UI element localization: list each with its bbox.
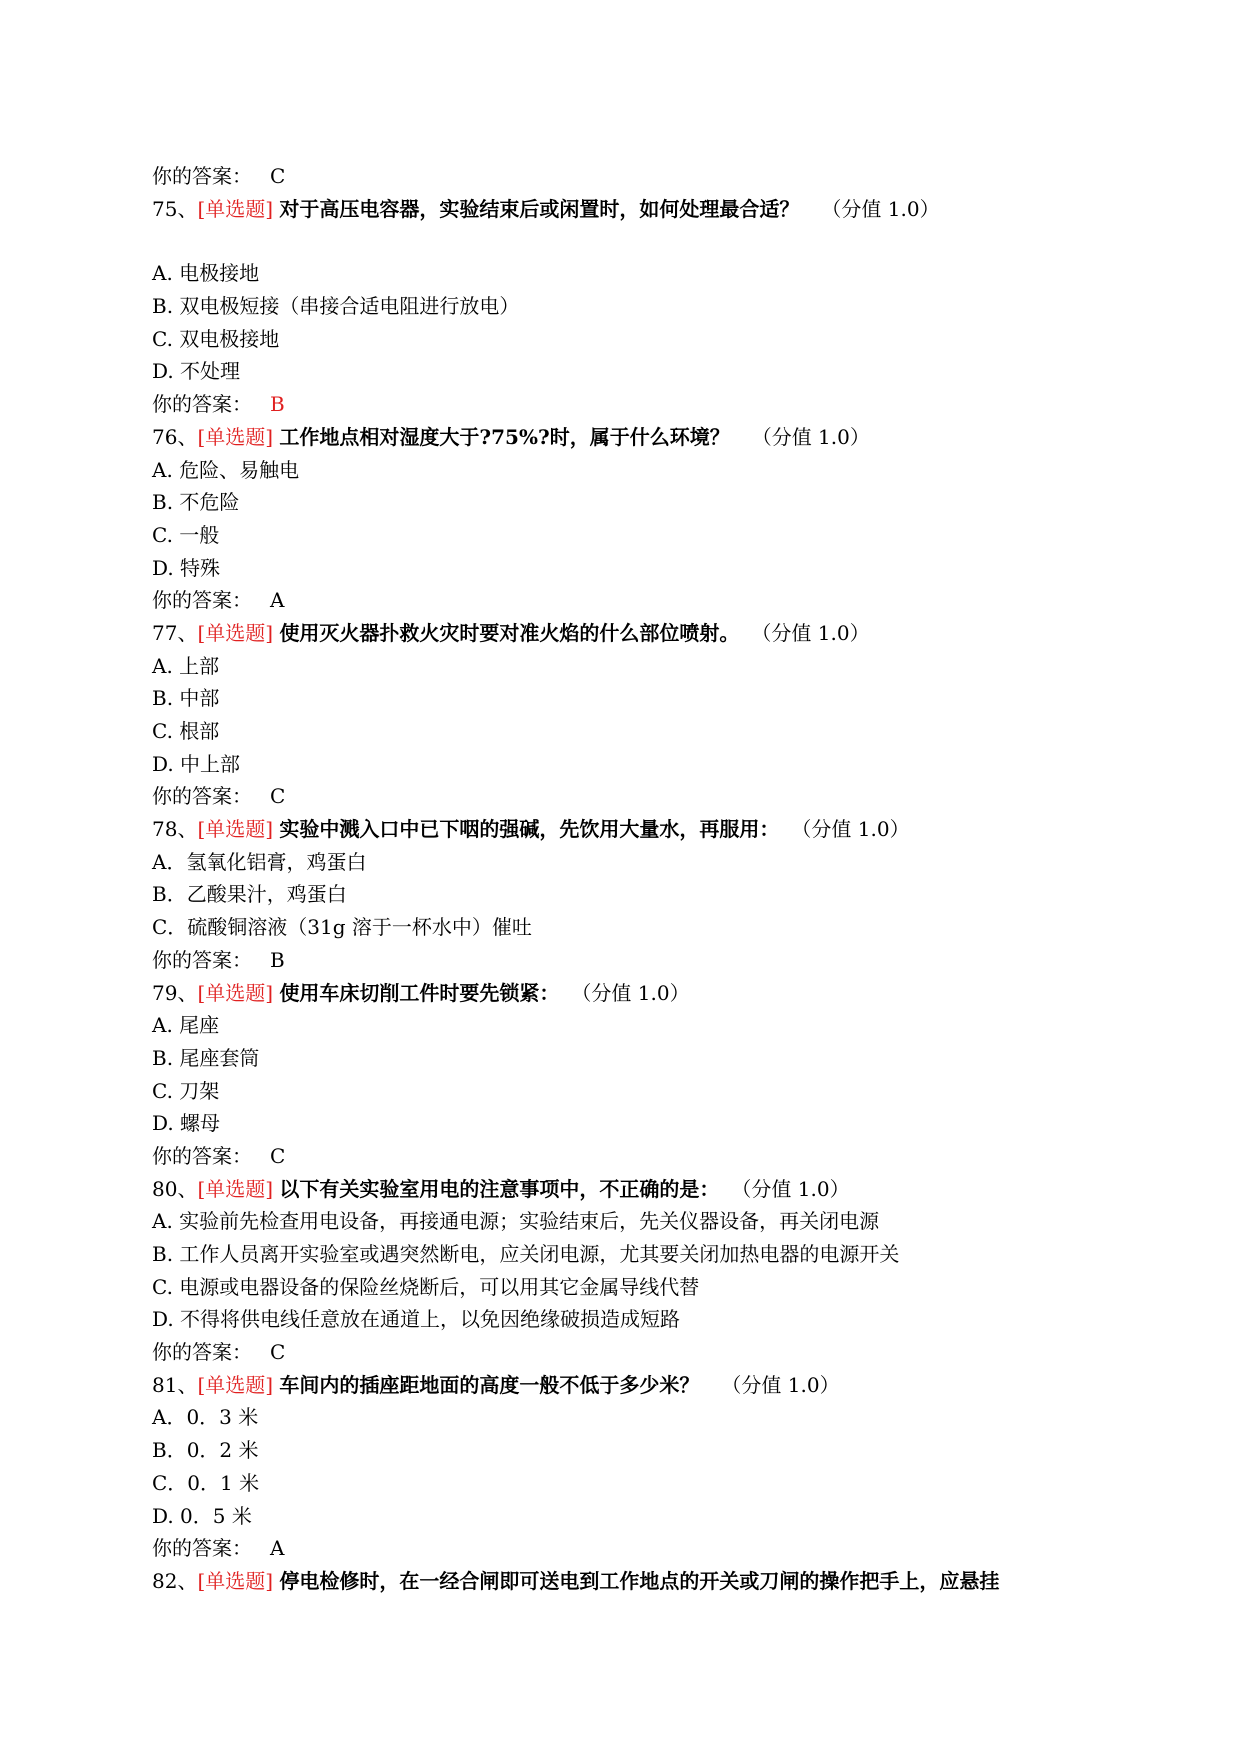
answer-option: C. 双电极接地 [152, 326, 280, 351]
answer-option: A. 危险、易触电 [152, 457, 300, 482]
question-type: [单选题] [197, 424, 274, 449]
question-score: （分值 1.0） [721, 1372, 840, 1397]
question-header [152, 813, 1102, 846]
quiz-page [152, 160, 1102, 1598]
answer-option: C．硫酸铜溶液（31g 溶于一杯水中）催吐 [152, 915, 532, 940]
answer-label: 你的答案： [152, 588, 252, 613]
answer-line [152, 780, 1102, 813]
question-type: [单选题] [197, 980, 274, 1005]
answer-option: C．0．1 米 [152, 1470, 260, 1495]
question-number: 79、 [152, 980, 198, 1005]
answer-option: C. 一般 [152, 522, 220, 547]
question-stem: 车间内的插座距地面的高度一般不低于多少米？ [279, 1372, 700, 1397]
question-type: [单选题] [197, 196, 274, 221]
answer-option: A. 电极接地 [152, 261, 260, 286]
answer-option: A. 尾座 [152, 1013, 220, 1038]
answer-value: B [270, 947, 285, 972]
answer-value: A [270, 1536, 285, 1561]
answer-option: B. 中部 [152, 686, 220, 711]
answer-value: B [270, 392, 285, 417]
question-score: （分值 1.0） [741, 1176, 850, 1201]
question-score: （分值 1.0） [821, 196, 940, 221]
answer-label: 你的答案： [152, 1340, 252, 1365]
answer-value: A [270, 588, 285, 613]
question-score: （分值 1.0） [761, 620, 870, 645]
answer-option: B．0．2 米 [152, 1438, 259, 1463]
answer-option: D. 螺母 [152, 1111, 221, 1136]
question-stem: 使用灭火器扑救火灾时要对准火焰的什么部位喷射。 [279, 620, 740, 645]
question-header [152, 421, 1102, 454]
question-type: [单选题] [197, 620, 274, 645]
question-stem: 以下有关实验室用电的注意事项中，不正确的是： [279, 1176, 720, 1201]
answer-option: A．0．3 米 [152, 1405, 259, 1430]
question-type: [单选题] [197, 1568, 274, 1593]
question-header [152, 617, 1102, 650]
answer-label: 你的答案： [152, 164, 252, 188]
answer-line [152, 1140, 1102, 1173]
answer-option: B. 不危险 [152, 490, 240, 515]
answer-value: C [270, 1340, 286, 1365]
answer-label: 你的答案： [152, 1536, 252, 1561]
answer-option: B．乙酸果汁，鸡蛋白 [152, 882, 347, 907]
answer-line [152, 1336, 1102, 1369]
question-stem: 对于高压电容器，实验结束后或闲置时，如何处理最合适？ [279, 196, 800, 221]
answer-label: 你的答案： [152, 947, 252, 972]
question-stem: 使用车床切削工件时要先锁紧： [279, 980, 560, 1005]
question-type: [单选题] [197, 1176, 274, 1201]
answer-value: C [270, 1143, 286, 1168]
question-number: 80、 [152, 1176, 198, 1201]
answer-option: A. 上部 [152, 653, 220, 678]
question-number: 81、 [152, 1372, 198, 1397]
answer-option: D. 特殊 [152, 555, 221, 580]
question-list [152, 193, 1102, 1598]
answer-option: B. 双电极短接（串接合适电阻进行放电） [152, 294, 520, 319]
answer-option: C. 根部 [152, 719, 220, 743]
answer-option: B. 工作人员离开实验室或遇突然断电，应关闭电源，尤其要关闭加热电器的电源开关 [152, 1242, 900, 1266]
answer-label: 你的答案： [152, 392, 252, 417]
answer-option: D. 不得将供电线任意放在通道上，以免因绝缘破损造成短路 [152, 1307, 681, 1332]
answer-line [152, 944, 1102, 977]
answer-option: D. 0．5 米 [152, 1503, 252, 1528]
question-header [152, 193, 1102, 226]
question-header [152, 977, 1102, 1010]
answer-label: 你的答案： [152, 1143, 252, 1168]
question-header [152, 1173, 1102, 1206]
answer-value: C [270, 784, 286, 809]
question-header [152, 1565, 1102, 1598]
question-number: 82、 [152, 1568, 198, 1593]
answer-option: D. 不处理 [152, 359, 241, 384]
question-number: 78、 [152, 817, 198, 842]
answer-value: C [270, 164, 286, 188]
question-score: （分值 1.0） [751, 424, 870, 449]
question-number: 75、 [152, 196, 198, 221]
question-stem: 工作地点相对湿度大于?75%?时，属于什么环境？ [279, 424, 730, 449]
question-stem: 实验中溅入口中已下咽的强碱，先饮用大量水，再服用： [279, 817, 780, 842]
answer-line [152, 584, 1102, 617]
question-header [152, 1369, 1102, 1402]
question-number: 77、 [152, 620, 198, 645]
answer-option: C. 刀架 [152, 1078, 220, 1103]
question-number: 76、 [152, 424, 198, 449]
answer-option: C. 电源或电器设备的保险丝烧断后，可以用其它金属导线代替 [152, 1274, 700, 1299]
answer-line [152, 1532, 1102, 1565]
question-type: [单选题] [197, 1372, 274, 1397]
question-score: （分值 1.0） [581, 980, 690, 1005]
answer-option: A．氢氧化铝膏，鸡蛋白 [152, 849, 367, 874]
answer-line [152, 388, 1102, 421]
answer-label: 你的答案： [152, 784, 252, 809]
question-stem: 停电检修时，在一经合闸即可送电到工作地点的开关或刀闸的操作把手上，应悬挂 [279, 1568, 1000, 1593]
answer-option: A. 实验前先检查用电设备，再接通电源；实验结束后，先关仪器设备，再关闭电源 [152, 1209, 880, 1234]
question-score: （分值 1.0） [801, 817, 910, 842]
question-type: [单选题] [197, 817, 274, 842]
answer-line [152, 160, 1102, 193]
answer-option: B. 尾座套筒 [152, 1045, 260, 1070]
answer-option: D. 中上部 [152, 751, 241, 776]
